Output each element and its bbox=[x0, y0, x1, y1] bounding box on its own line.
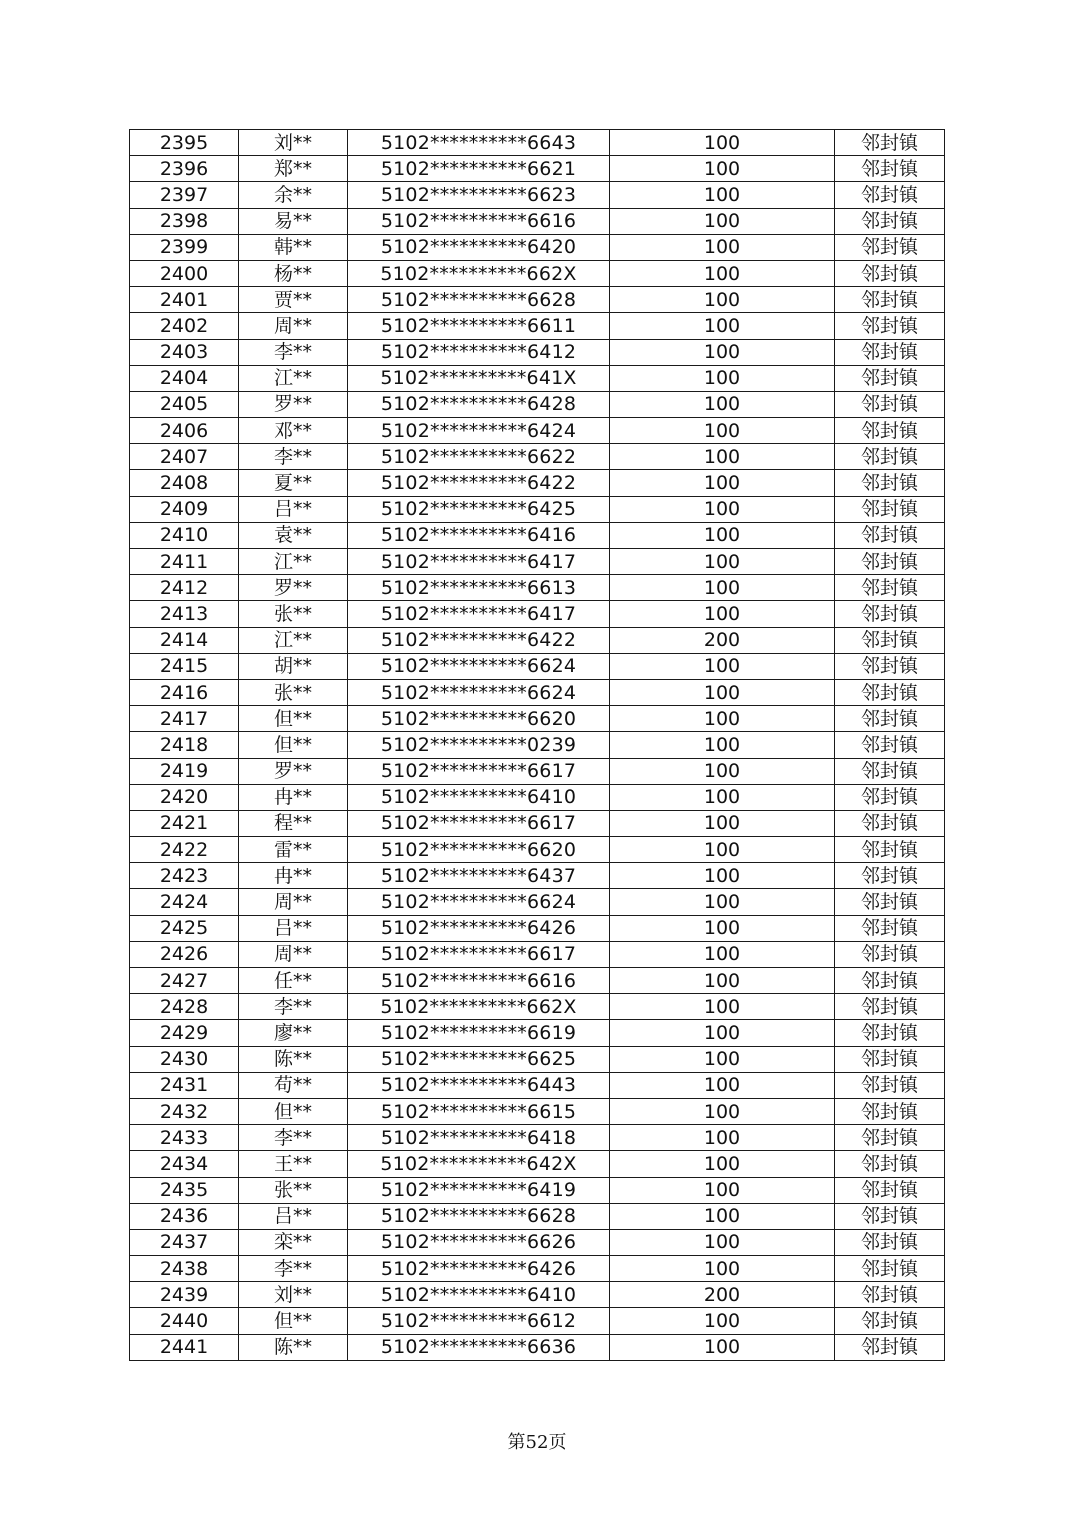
id-number-cell: 5102**********6616 bbox=[348, 208, 610, 234]
table-row bbox=[130, 732, 945, 758]
name-cell: 吕** bbox=[239, 915, 348, 941]
serial-number-cell: 2404 bbox=[130, 365, 239, 391]
town-cell: 邻封镇 bbox=[835, 1046, 945, 1072]
table-row bbox=[130, 1203, 945, 1229]
amount-cell: 100 bbox=[610, 994, 835, 1020]
id-number-cell: 5102**********6428 bbox=[348, 391, 610, 417]
name-cell: 李** bbox=[239, 1125, 348, 1151]
amount-cell: 100 bbox=[610, 522, 835, 548]
name-cell: 雷** bbox=[239, 837, 348, 863]
town-cell: 邻封镇 bbox=[835, 1229, 945, 1255]
town-cell: 邻封镇 bbox=[835, 889, 945, 915]
serial-number-cell: 2410 bbox=[130, 522, 239, 548]
serial-number-cell: 2416 bbox=[130, 679, 239, 705]
name-cell: 周** bbox=[239, 313, 348, 339]
amount-cell: 100 bbox=[610, 234, 835, 260]
name-cell: 张** bbox=[239, 679, 348, 705]
id-number-cell: 5102**********6422 bbox=[348, 470, 610, 496]
id-number-cell: 5102**********6616 bbox=[348, 968, 610, 994]
table-row bbox=[130, 391, 945, 417]
id-number-cell: 5102**********6443 bbox=[348, 1072, 610, 1098]
name-cell: 周** bbox=[239, 889, 348, 915]
table-row bbox=[130, 1072, 945, 1098]
amount-cell: 100 bbox=[610, 418, 835, 444]
id-number-cell: 5102**********6437 bbox=[348, 863, 610, 889]
amount-cell: 100 bbox=[610, 1334, 835, 1360]
serial-number-cell: 2440 bbox=[130, 1308, 239, 1334]
amount-cell: 100 bbox=[610, 968, 835, 994]
name-cell: 栾** bbox=[239, 1229, 348, 1255]
serial-number-cell: 2421 bbox=[130, 810, 239, 836]
name-cell: 张** bbox=[239, 601, 348, 627]
name-cell: 李** bbox=[239, 994, 348, 1020]
table-row bbox=[130, 1334, 945, 1360]
amount-cell: 100 bbox=[610, 1203, 835, 1229]
town-cell: 邻封镇 bbox=[835, 287, 945, 313]
id-number-cell: 5102**********6628 bbox=[348, 287, 610, 313]
town-cell: 邻封镇 bbox=[835, 810, 945, 836]
name-cell: 罗** bbox=[239, 758, 348, 784]
table-row bbox=[130, 863, 945, 889]
serial-number-cell: 2395 bbox=[130, 130, 239, 156]
table-row bbox=[130, 758, 945, 784]
table-row bbox=[130, 653, 945, 679]
table-row bbox=[130, 837, 945, 863]
town-cell: 邻封镇 bbox=[835, 496, 945, 522]
table-row bbox=[130, 234, 945, 260]
name-cell: 但** bbox=[239, 1308, 348, 1334]
id-number-cell: 5102**********6612 bbox=[348, 1308, 610, 1334]
serial-number-cell: 2426 bbox=[130, 941, 239, 967]
town-cell: 邻封镇 bbox=[835, 208, 945, 234]
table-row bbox=[130, 444, 945, 470]
table-row bbox=[130, 1282, 945, 1308]
amount-cell: 100 bbox=[610, 679, 835, 705]
town-cell: 邻封镇 bbox=[835, 391, 945, 417]
amount-cell: 100 bbox=[610, 1072, 835, 1098]
id-number-cell: 5102**********6636 bbox=[348, 1334, 610, 1360]
town-cell: 邻封镇 bbox=[835, 1072, 945, 1098]
serial-number-cell: 2427 bbox=[130, 968, 239, 994]
table-row bbox=[130, 784, 945, 810]
town-cell: 邻封镇 bbox=[835, 234, 945, 260]
id-number-cell: 5102**********6419 bbox=[348, 1177, 610, 1203]
serial-number-cell: 2434 bbox=[130, 1151, 239, 1177]
town-cell: 邻封镇 bbox=[835, 1177, 945, 1203]
serial-number-cell: 2418 bbox=[130, 732, 239, 758]
amount-cell: 100 bbox=[610, 208, 835, 234]
town-cell: 邻封镇 bbox=[835, 549, 945, 575]
id-number-cell: 5102**********6410 bbox=[348, 1282, 610, 1308]
table-row bbox=[130, 1125, 945, 1151]
table-row bbox=[130, 208, 945, 234]
town-cell: 邻封镇 bbox=[835, 732, 945, 758]
town-cell: 邻封镇 bbox=[835, 313, 945, 339]
serial-number-cell: 2431 bbox=[130, 1072, 239, 1098]
table-body bbox=[130, 130, 945, 1361]
town-cell: 邻封镇 bbox=[835, 627, 945, 653]
serial-number-cell: 2406 bbox=[130, 418, 239, 444]
id-number-cell: 5102**********662X bbox=[348, 994, 610, 1020]
town-cell: 邻封镇 bbox=[835, 1125, 945, 1151]
serial-number-cell: 2399 bbox=[130, 234, 239, 260]
id-number-cell: 5102**********6417 bbox=[348, 601, 610, 627]
amount-cell: 100 bbox=[610, 365, 835, 391]
table-row bbox=[130, 496, 945, 522]
town-cell: 邻封镇 bbox=[835, 915, 945, 941]
serial-number-cell: 2407 bbox=[130, 444, 239, 470]
id-number-cell: 5102**********6643 bbox=[348, 130, 610, 156]
amount-cell: 100 bbox=[610, 1098, 835, 1124]
table-row bbox=[130, 1020, 945, 1046]
town-cell: 邻封镇 bbox=[835, 994, 945, 1020]
name-cell: 李** bbox=[239, 1256, 348, 1282]
id-number-cell: 5102**********6613 bbox=[348, 575, 610, 601]
name-cell: 陈** bbox=[239, 1046, 348, 1072]
amount-cell: 100 bbox=[610, 496, 835, 522]
table-row bbox=[130, 1308, 945, 1334]
amount-cell: 100 bbox=[610, 784, 835, 810]
town-cell: 邻封镇 bbox=[835, 339, 945, 365]
amount-cell: 100 bbox=[610, 837, 835, 863]
name-cell: 刘** bbox=[239, 130, 348, 156]
serial-number-cell: 2436 bbox=[130, 1203, 239, 1229]
id-number-cell: 5102**********6624 bbox=[348, 889, 610, 915]
table-row bbox=[130, 522, 945, 548]
amount-cell: 100 bbox=[610, 1308, 835, 1334]
table-row bbox=[130, 601, 945, 627]
id-number-cell: 5102**********6624 bbox=[348, 679, 610, 705]
amount-cell: 100 bbox=[610, 1256, 835, 1282]
amount-cell: 100 bbox=[610, 1020, 835, 1046]
amount-cell: 100 bbox=[610, 575, 835, 601]
subsidy-table bbox=[129, 129, 945, 1361]
serial-number-cell: 2430 bbox=[130, 1046, 239, 1072]
id-number-cell: 5102**********6624 bbox=[348, 653, 610, 679]
name-cell: 但** bbox=[239, 1098, 348, 1124]
serial-number-cell: 2419 bbox=[130, 758, 239, 784]
name-cell: 郑** bbox=[239, 156, 348, 182]
table-row bbox=[130, 915, 945, 941]
serial-number-cell: 2433 bbox=[130, 1125, 239, 1151]
table-row bbox=[130, 470, 945, 496]
name-cell: 罗** bbox=[239, 391, 348, 417]
table-row bbox=[130, 1046, 945, 1072]
name-cell: 贾** bbox=[239, 287, 348, 313]
name-cell: 李** bbox=[239, 444, 348, 470]
name-cell: 余** bbox=[239, 182, 348, 208]
town-cell: 邻封镇 bbox=[835, 1282, 945, 1308]
table-row bbox=[130, 1177, 945, 1203]
amount-cell: 100 bbox=[610, 889, 835, 915]
table-row bbox=[130, 889, 945, 915]
name-cell: 但** bbox=[239, 706, 348, 732]
amount-cell: 100 bbox=[610, 732, 835, 758]
name-cell: 吕** bbox=[239, 496, 348, 522]
serial-number-cell: 2413 bbox=[130, 601, 239, 627]
name-cell: 廖** bbox=[239, 1020, 348, 1046]
table-row bbox=[130, 968, 945, 994]
town-cell: 邻封镇 bbox=[835, 1256, 945, 1282]
name-cell: 冉** bbox=[239, 863, 348, 889]
id-number-cell: 5102**********6416 bbox=[348, 522, 610, 548]
town-cell: 邻封镇 bbox=[835, 1098, 945, 1124]
id-number-cell: 5102**********6420 bbox=[348, 234, 610, 260]
town-cell: 邻封镇 bbox=[835, 444, 945, 470]
table-row bbox=[130, 706, 945, 732]
amount-cell: 100 bbox=[610, 810, 835, 836]
name-cell: 王** bbox=[239, 1151, 348, 1177]
id-number-cell: 5102**********6622 bbox=[348, 444, 610, 470]
id-number-cell: 5102**********6623 bbox=[348, 182, 610, 208]
id-number-cell: 5102**********6412 bbox=[348, 339, 610, 365]
serial-number-cell: 2402 bbox=[130, 313, 239, 339]
serial-number-cell: 2401 bbox=[130, 287, 239, 313]
serial-number-cell: 2417 bbox=[130, 706, 239, 732]
table-row bbox=[130, 627, 945, 653]
name-cell: 但** bbox=[239, 732, 348, 758]
serial-number-cell: 2435 bbox=[130, 1177, 239, 1203]
amount-cell: 100 bbox=[610, 444, 835, 470]
name-cell: 江** bbox=[239, 549, 348, 575]
serial-number-cell: 2428 bbox=[130, 994, 239, 1020]
amount-cell: 100 bbox=[610, 863, 835, 889]
serial-number-cell: 2396 bbox=[130, 156, 239, 182]
name-cell: 李** bbox=[239, 339, 348, 365]
town-cell: 邻封镇 bbox=[835, 1308, 945, 1334]
id-number-cell: 5102**********6617 bbox=[348, 810, 610, 836]
serial-number-cell: 2397 bbox=[130, 182, 239, 208]
table-row bbox=[130, 679, 945, 705]
id-number-cell: 5102**********6620 bbox=[348, 837, 610, 863]
town-cell: 邻封镇 bbox=[835, 1151, 945, 1177]
serial-number-cell: 2412 bbox=[130, 575, 239, 601]
name-cell: 冉** bbox=[239, 784, 348, 810]
serial-number-cell: 2415 bbox=[130, 653, 239, 679]
serial-number-cell: 2425 bbox=[130, 915, 239, 941]
name-cell: 胡** bbox=[239, 653, 348, 679]
amount-cell: 100 bbox=[610, 549, 835, 575]
id-number-cell: 5102**********6625 bbox=[348, 1046, 610, 1072]
town-cell: 邻封镇 bbox=[835, 156, 945, 182]
table-row bbox=[130, 156, 945, 182]
town-cell: 邻封镇 bbox=[835, 182, 945, 208]
town-cell: 邻封镇 bbox=[835, 706, 945, 732]
table-row bbox=[130, 994, 945, 1020]
serial-number-cell: 2432 bbox=[130, 1098, 239, 1124]
table-row bbox=[130, 313, 945, 339]
town-cell: 邻封镇 bbox=[835, 968, 945, 994]
town-cell: 邻封镇 bbox=[835, 522, 945, 548]
serial-number-cell: 2441 bbox=[130, 1334, 239, 1360]
amount-cell: 100 bbox=[610, 1046, 835, 1072]
table-row bbox=[130, 182, 945, 208]
id-number-cell: 5102**********6422 bbox=[348, 627, 610, 653]
amount-cell: 100 bbox=[610, 260, 835, 286]
serial-number-cell: 2403 bbox=[130, 339, 239, 365]
name-cell: 罗** bbox=[239, 575, 348, 601]
id-number-cell: 5102**********6426 bbox=[348, 915, 610, 941]
id-number-cell: 5102**********6417 bbox=[348, 549, 610, 575]
name-cell: 夏** bbox=[239, 470, 348, 496]
town-cell: 邻封镇 bbox=[835, 1203, 945, 1229]
table-row bbox=[130, 549, 945, 575]
amount-cell: 100 bbox=[610, 1229, 835, 1255]
serial-number-cell: 2429 bbox=[130, 1020, 239, 1046]
amount-cell: 100 bbox=[610, 1177, 835, 1203]
serial-number-cell: 2438 bbox=[130, 1256, 239, 1282]
name-cell: 邓** bbox=[239, 418, 348, 444]
table-row bbox=[130, 941, 945, 967]
table-row bbox=[130, 1256, 945, 1282]
amount-cell: 100 bbox=[610, 941, 835, 967]
town-cell: 邻封镇 bbox=[835, 784, 945, 810]
amount-cell: 100 bbox=[610, 1151, 835, 1177]
name-cell: 苟** bbox=[239, 1072, 348, 1098]
name-cell: 江** bbox=[239, 365, 348, 391]
amount-cell: 100 bbox=[610, 313, 835, 339]
id-number-cell: 5102**********6628 bbox=[348, 1203, 610, 1229]
town-cell: 邻封镇 bbox=[835, 575, 945, 601]
id-number-cell: 5102**********6615 bbox=[348, 1098, 610, 1124]
name-cell: 易** bbox=[239, 208, 348, 234]
id-number-cell: 5102**********662X bbox=[348, 260, 610, 286]
serial-number-cell: 2408 bbox=[130, 470, 239, 496]
town-cell: 邻封镇 bbox=[835, 601, 945, 627]
amount-cell: 100 bbox=[610, 758, 835, 784]
town-cell: 邻封镇 bbox=[835, 1020, 945, 1046]
amount-cell: 200 bbox=[610, 627, 835, 653]
serial-number-cell: 2439 bbox=[130, 1282, 239, 1308]
id-number-cell: 5102**********0239 bbox=[348, 732, 610, 758]
name-cell: 程** bbox=[239, 810, 348, 836]
id-number-cell: 5102**********6621 bbox=[348, 156, 610, 182]
town-cell: 邻封镇 bbox=[835, 130, 945, 156]
town-cell: 邻封镇 bbox=[835, 941, 945, 967]
name-cell: 吕** bbox=[239, 1203, 348, 1229]
table-row bbox=[130, 810, 945, 836]
serial-number-cell: 2411 bbox=[130, 549, 239, 575]
town-cell: 邻封镇 bbox=[835, 863, 945, 889]
id-number-cell: 5102**********6611 bbox=[348, 313, 610, 339]
town-cell: 邻封镇 bbox=[835, 365, 945, 391]
amount-cell: 100 bbox=[610, 915, 835, 941]
table-row bbox=[130, 418, 945, 444]
amount-cell: 100 bbox=[610, 339, 835, 365]
town-cell: 邻封镇 bbox=[835, 260, 945, 286]
id-number-cell: 5102**********6626 bbox=[348, 1229, 610, 1255]
serial-number-cell: 2422 bbox=[130, 837, 239, 863]
id-number-cell: 5102**********6617 bbox=[348, 941, 610, 967]
amount-cell: 100 bbox=[610, 1125, 835, 1151]
serial-number-cell: 2424 bbox=[130, 889, 239, 915]
amount-cell: 200 bbox=[610, 1282, 835, 1308]
town-cell: 邻封镇 bbox=[835, 418, 945, 444]
name-cell: 刘** bbox=[239, 1282, 348, 1308]
serial-number-cell: 2414 bbox=[130, 627, 239, 653]
serial-number-cell: 2420 bbox=[130, 784, 239, 810]
amount-cell: 100 bbox=[610, 470, 835, 496]
id-number-cell: 5102**********6620 bbox=[348, 706, 610, 732]
id-number-cell: 5102**********641X bbox=[348, 365, 610, 391]
name-cell: 任** bbox=[239, 968, 348, 994]
name-cell: 张** bbox=[239, 1177, 348, 1203]
serial-number-cell: 2409 bbox=[130, 496, 239, 522]
town-cell: 邻封镇 bbox=[835, 679, 945, 705]
name-cell: 周** bbox=[239, 941, 348, 967]
amount-cell: 100 bbox=[610, 706, 835, 732]
amount-cell: 100 bbox=[610, 156, 835, 182]
table-row bbox=[130, 365, 945, 391]
name-cell: 袁** bbox=[239, 522, 348, 548]
table-row bbox=[130, 1151, 945, 1177]
name-cell: 杨** bbox=[239, 260, 348, 286]
name-cell: 陈** bbox=[239, 1334, 348, 1360]
id-number-cell: 5102**********6425 bbox=[348, 496, 610, 522]
id-number-cell: 5102**********642X bbox=[348, 1151, 610, 1177]
town-cell: 邻封镇 bbox=[835, 758, 945, 784]
id-number-cell: 5102**********6619 bbox=[348, 1020, 610, 1046]
table-row bbox=[130, 1098, 945, 1124]
id-number-cell: 5102**********6424 bbox=[348, 418, 610, 444]
table-row bbox=[130, 575, 945, 601]
table-row bbox=[130, 260, 945, 286]
table-row bbox=[130, 1229, 945, 1255]
table-row bbox=[130, 339, 945, 365]
serial-number-cell: 2398 bbox=[130, 208, 239, 234]
serial-number-cell: 2437 bbox=[130, 1229, 239, 1255]
amount-cell: 100 bbox=[610, 653, 835, 679]
amount-cell: 100 bbox=[610, 391, 835, 417]
id-number-cell: 5102**********6418 bbox=[348, 1125, 610, 1151]
town-cell: 邻封镇 bbox=[835, 837, 945, 863]
name-cell: 韩** bbox=[239, 234, 348, 260]
id-number-cell: 5102**********6410 bbox=[348, 784, 610, 810]
table-row bbox=[130, 287, 945, 313]
amount-cell: 100 bbox=[610, 601, 835, 627]
serial-number-cell: 2423 bbox=[130, 863, 239, 889]
amount-cell: 100 bbox=[610, 287, 835, 313]
town-cell: 邻封镇 bbox=[835, 470, 945, 496]
serial-number-cell: 2400 bbox=[130, 260, 239, 286]
id-number-cell: 5102**********6426 bbox=[348, 1256, 610, 1282]
name-cell: 江** bbox=[239, 627, 348, 653]
page-number: 第52页 bbox=[507, 1432, 567, 1453]
town-cell: 邻封镇 bbox=[835, 1334, 945, 1360]
serial-number-cell: 2405 bbox=[130, 391, 239, 417]
id-number-cell: 5102**********6617 bbox=[348, 758, 610, 784]
town-cell: 邻封镇 bbox=[835, 653, 945, 679]
amount-cell: 100 bbox=[610, 182, 835, 208]
amount-cell: 100 bbox=[610, 130, 835, 156]
table-row bbox=[130, 130, 945, 156]
